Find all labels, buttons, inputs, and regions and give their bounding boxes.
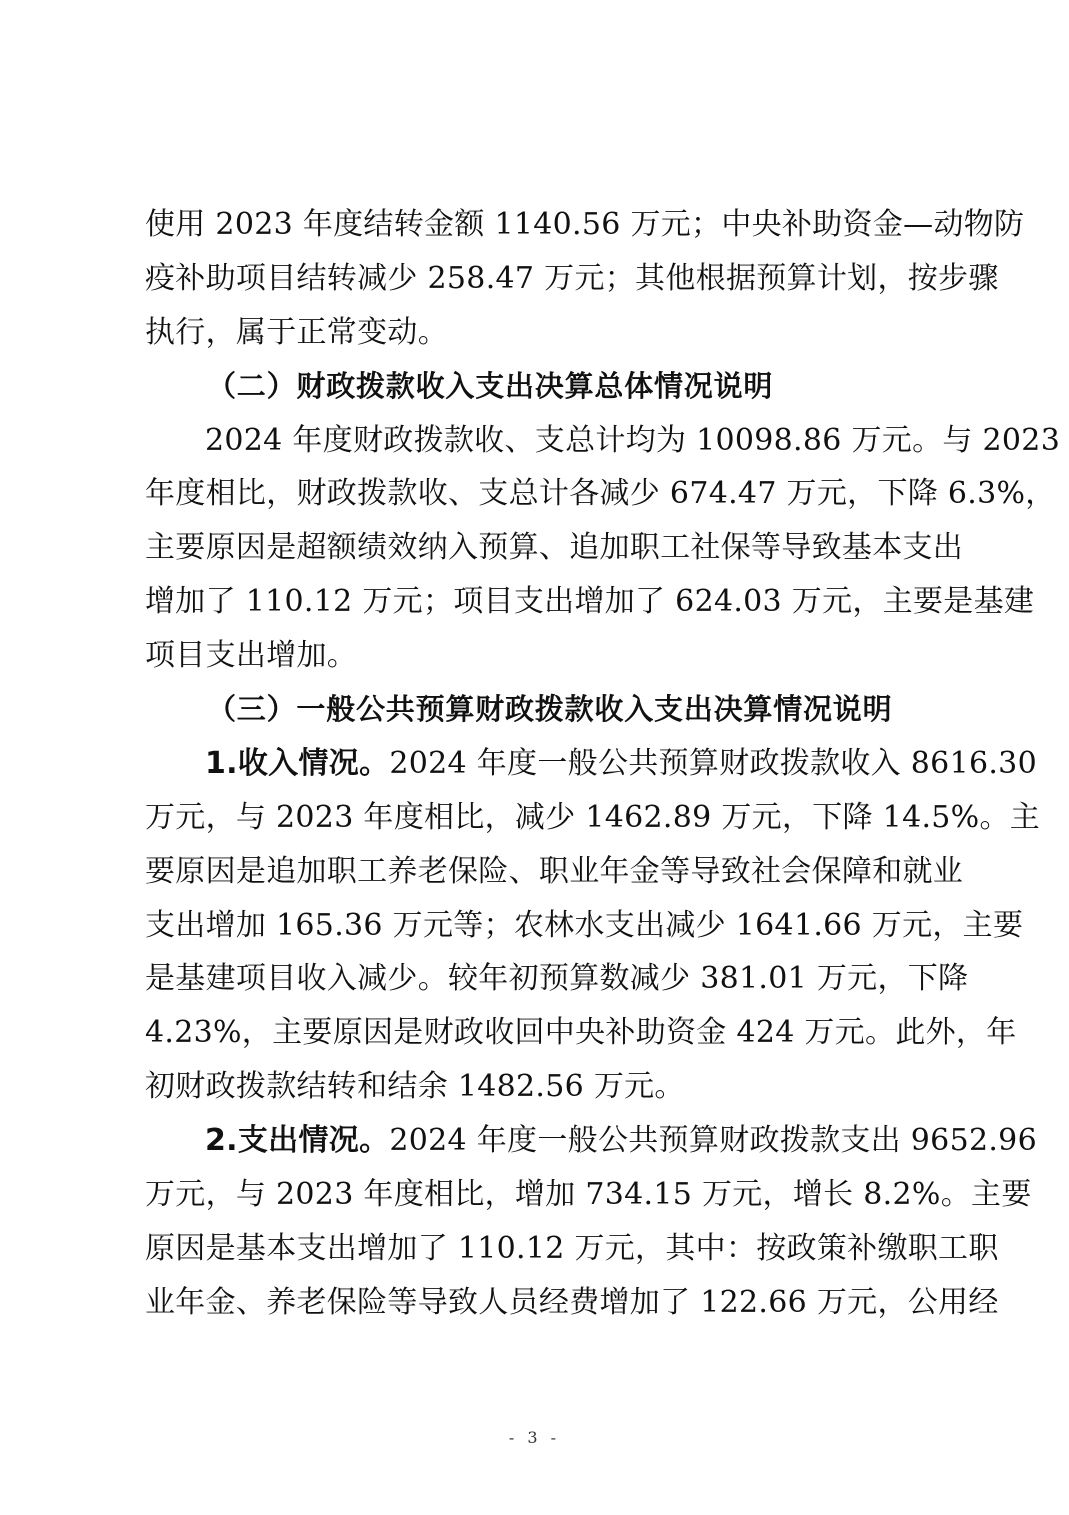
expenditure-first-line-text: 2024 年度一般公共预算财政拨款支出 9652.96 xyxy=(389,1123,1037,1159)
body-line: 要原因是追加职工养老保险、职业年金等导致社会保障和就业 xyxy=(145,853,964,889)
body-line: 执行，属于正常变动。 xyxy=(145,314,448,350)
page-number: - 3 - xyxy=(508,1428,561,1447)
body-line: 项目支出增加。 xyxy=(145,638,358,674)
body-line: 2024 年度财政拨款收、支总计均为 10098.86 万元。与 2023 xyxy=(205,422,1061,458)
body-line: 使用 2023 年度结转金额 1140.56 万元；中央补助资金—动物防 xyxy=(145,207,1025,242)
income-paragraph-first-line xyxy=(145,737,1037,791)
body-line: 4.23%，主要原因是财政收回中央补助资金 424 万元。此外，年 xyxy=(145,1015,1017,1051)
body-line: 疫补助项目结转减少 258.47 万元；其他根据预算计划，按步骤 xyxy=(145,260,999,296)
body-line: 增加了 110.12 万元；项目支出增加了 624.03 万元，主要是基建 xyxy=(145,584,1035,620)
section-heading-general-budget: （三）一般公共预算财政拨款收入支出决算情况说明 xyxy=(207,692,893,727)
body-line: 万元，与 2023 年度相比，减少 1462.89 万元，下降 14.5%。主 xyxy=(145,799,1041,835)
income-first-line-text: 2024 年度一般公共预算财政拨款收入 8616.30 xyxy=(389,745,1037,781)
body-line: 主要原因是超额绩效纳入预算、追加职工社保等导致基本支出 xyxy=(145,530,964,566)
income-lead-label: 1.收入情况。 xyxy=(205,745,390,781)
document-body xyxy=(145,198,1061,1330)
body-line: 是基建项目收入减少。较年初预算数减少 381.01 万元，下降 xyxy=(145,961,969,997)
body-line: 原因是基本支出增加了 110.12 万元，其中：按政策补缴职工职 xyxy=(145,1230,999,1266)
body-line: 初财政拨款结转和结余 1482.56 万元。 xyxy=(145,1069,685,1105)
body-line: 年度相比，财政拨款收、支总计各减少 674.47 万元，下降 6.3%， xyxy=(145,476,1056,512)
expenditure-lead-label: 2.支出情况。 xyxy=(205,1123,390,1159)
body-line: 支出增加 165.36 万元等；农林水支出减少 1641.66 万元，主要 xyxy=(145,907,1024,943)
body-line: 万元，与 2023 年度相比，增加 734.15 万元，增长 8.2%。主要 xyxy=(145,1177,1032,1213)
section-heading-financial-appropriation-overview: （二）财政拨款收入支出决算总体情况说明 xyxy=(207,368,774,403)
expenditure-paragraph-first-line xyxy=(145,1114,1037,1168)
body-line: 业年金、养老保险等导致人员经费增加了 122.66 万元，公用经 xyxy=(145,1284,999,1320)
